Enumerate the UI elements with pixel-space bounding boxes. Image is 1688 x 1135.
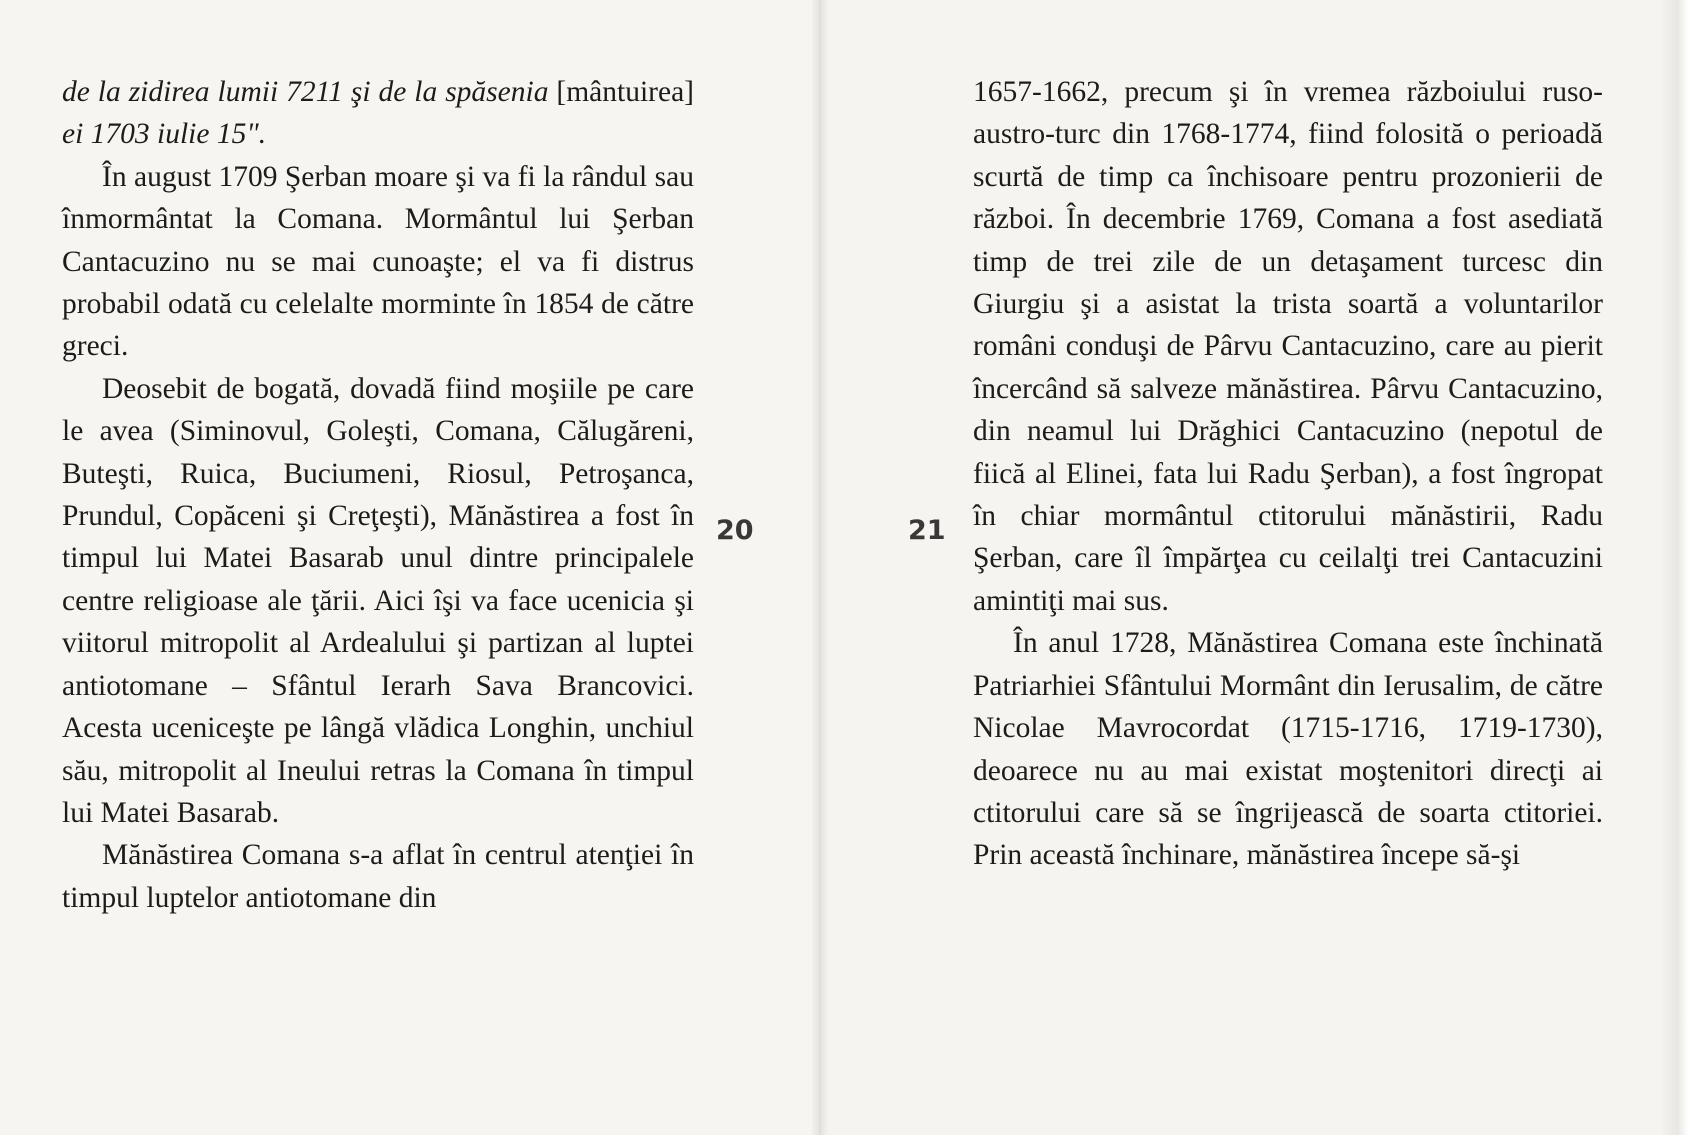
left-page-text — [62, 71, 694, 919]
italic-quote-end: ei 1703 iulie 15". — [62, 118, 267, 151]
paragraph: În anul 1728, Mănăstirea Comana este închinată Patriarhiei Sfântului Mormânt din Ierusalim, de către Nicolae Mavrocordat (1715-1716, 1719-1730), deoarece nu au mai existat moştenitori direcţi ai ctitorului care să se îngrijească de soarta ctitoriei. Prin această închinare, mănăstirea începe să-şi — [973, 627, 1603, 872]
paragraph: 1657-1662, precum şi în vremea războiului ruso-austro-turc din 1768-1774, fiind folosită o perioadă scurtă de timp ca închisoare pentru prozonierii de război. În decembrie 1769, Comana a fost asediată timp de trei zile de un detaşament turcesc din Giurgiu şi a asistat la trista soartă a voluntarilor români conduşi de Pârvu Cantacuzino, care au pierit încercând să salveze mănăstirea. Pârvu Cantacuzino, din neamul lui Drăghici Cantacuzino (nepotul de fiică al Elinei, fata lui Radu Şerban), a fost îngropat în chiar mormântul ctitorului mănăstirii, Radu Şerban, care îl împărţea cu ceilalţi trei Cantacuzini amintiţi mai sus. — [973, 76, 1603, 617]
right-page-text — [973, 71, 1603, 877]
paragraph — [62, 71, 694, 156]
book-gutter — [812, 0, 828, 1135]
italic-quote: de la zidirea lumii 7211 şi de la spăsenia — [62, 76, 549, 108]
paragraph: În august 1709 Şerban moare şi va fi la rândul sau înmormântat la Comana. Mormântul lui Şerban Cantacuzino nu se mai cunoaşte; el va fi distrus probabil odată cu celelalte morminte în 1854 de către greci. — [62, 160, 694, 363]
bracket-insert: [mântuirea] — [548, 76, 694, 108]
left-page — [0, 0, 820, 1135]
paragraph: Mănăstirea Comana s-a aflat în centrul atenţiei în timpul luptelor antiotomane din — [62, 839, 694, 914]
paragraph: Deosebit de bogată, dovadă fiind moşiile pe care le avea (Siminovul, Goleşti, Comana, Călugăreni, Buteşti, Ruica, Buciumeni, Riosul, Petroşanca, Prundul, Copăceni şi Creţeşti), Mănăstirea a fost în timpul lui Matei Basarab unul dintre principalele centre religioase ale ţării. Aici îşi va face ucenicia şi viitorul mitropolit al Ardealului şi partizan al luptei antiotomane – Sfântul Ierarh Sava Brancovici. Acesta uceniceşte pe lângă vlădica Longhin, unchiul său, mitropolit al Ineului retras la Comana în timpul lui Matei Basarab. — [62, 372, 694, 829]
page-edge — [1662, 0, 1688, 1135]
page-number-right: 21 — [908, 515, 946, 546]
page-number-left: 20 — [716, 515, 754, 546]
